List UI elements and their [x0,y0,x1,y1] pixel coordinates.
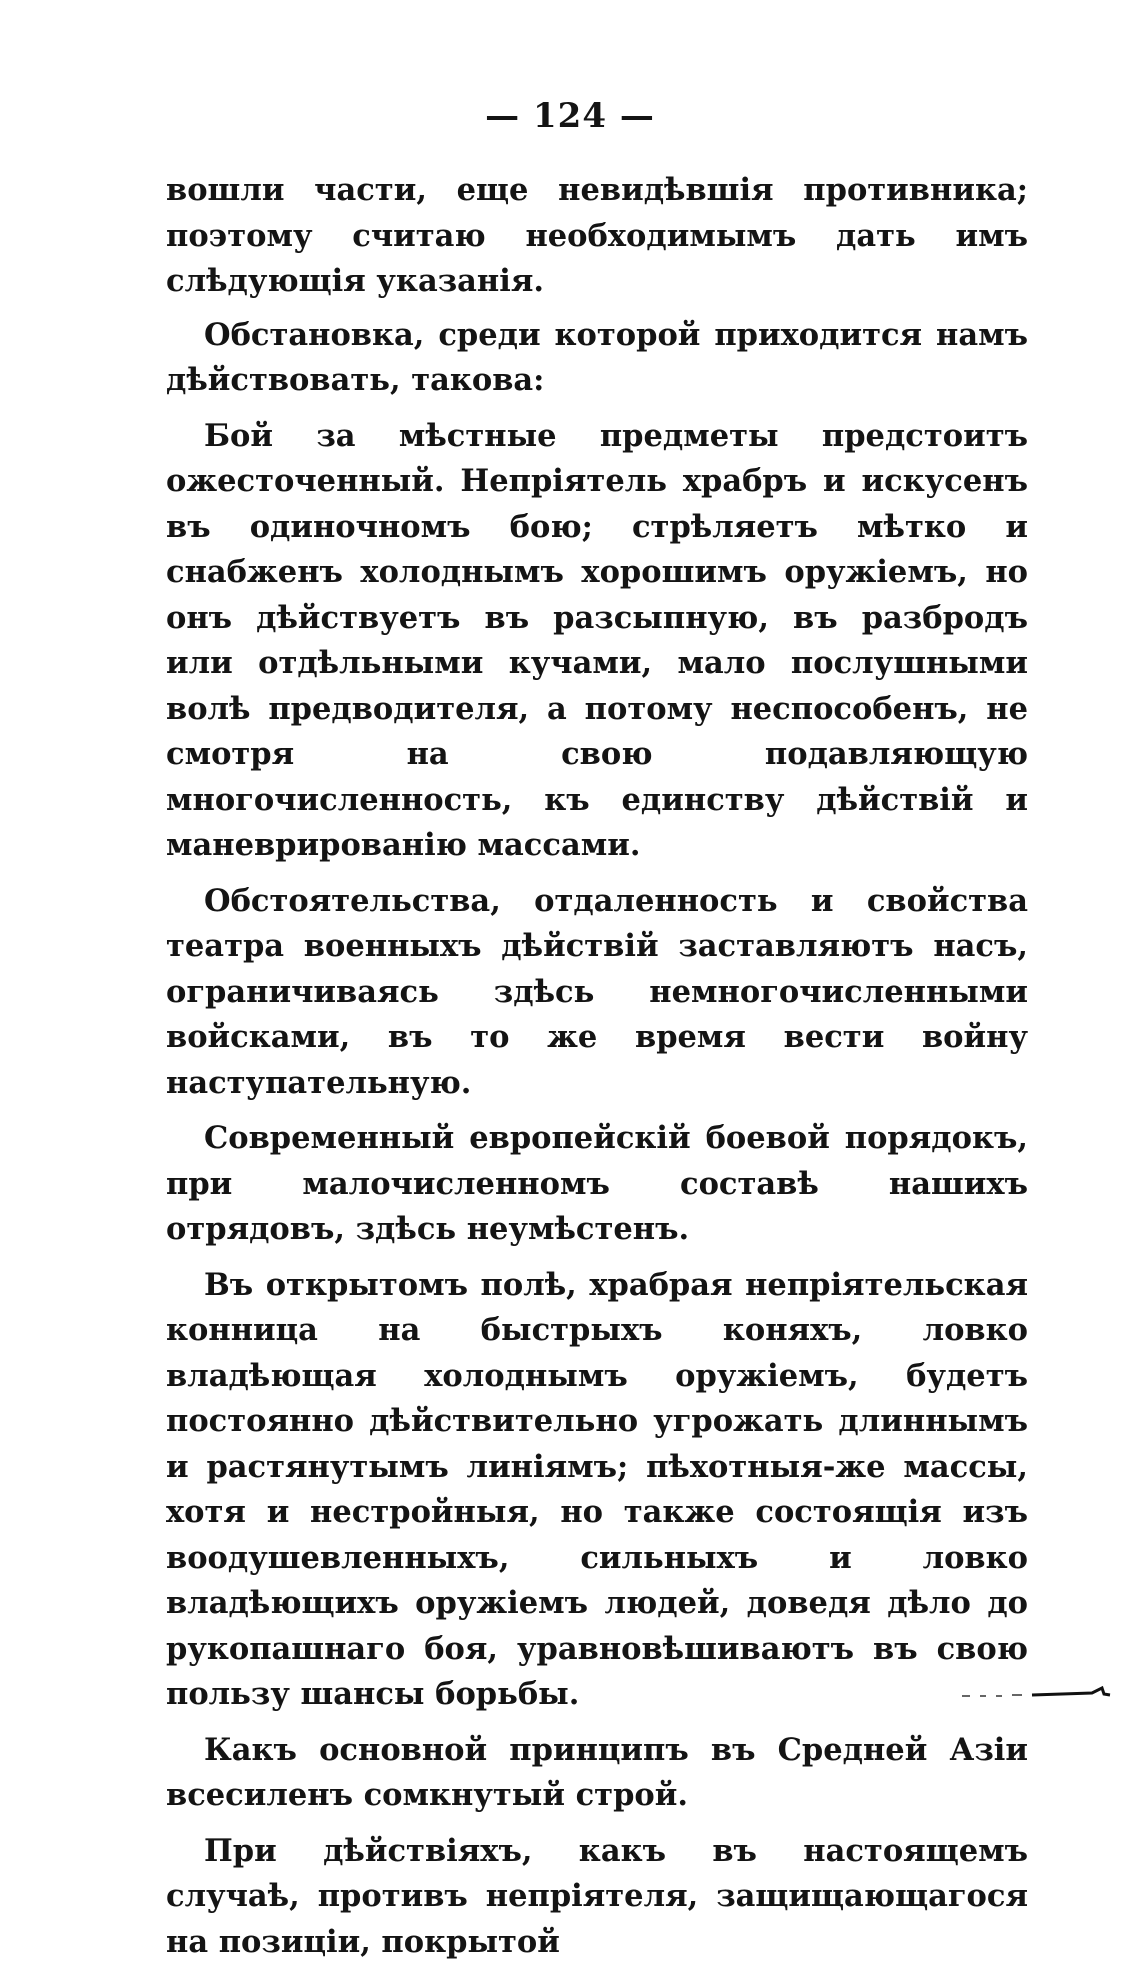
paragraph-situation: Обстановка, среди которой приходится намъ дѣйствовать, такова: [166,316,1028,398]
paragraph-principle: Какъ основной принципъ въ Средней Азіи всесиленъ сомкнутый строй. [166,1731,1028,1813]
paragraph-continuation: вошли части, еще невидѣвшія противника; поэтому считаю необходимымъ дать имъ слѣдующія указанія. [166,172,1028,299]
paragraph-open-field: Въ открытомъ полѣ, храбрая непріятельская конница на быстрыхъ коняхъ, ловко владѣющая холоднымъ оружіемъ, будетъ постоянно дѣйствительно угрожать длиннымъ и растянутымъ линіямъ; пѣхотныя-же массы, хотя и нестройныя, но также состоящія изъ воодушевленныхъ, сильныхъ и ловко владѣющихъ оружіемъ людей, доведя дѣло до рукопашнаго боя, уравновѣшиваютъ въ свою пользу шансы борьбы. [166,1266,1028,1712]
paragraph-actions: При дѣйствіяхъ, какъ въ настоящемъ случаѣ, противъ непріятеля, защищающагося на позиціи, покрытой [166,1832,1028,1960]
paragraph-enemy: Бой за мѣстные предметы предстоитъ ожесточенный. Непріятель храбръ и искусенъ въ одиночномъ бою; стрѣляетъ мѣтко и снабженъ холоднымъ хорошимъ оружіемъ, но онъ дѣйствуетъ въ разсыпную, въ разбродъ или отдѣльными кучами, мало послушными волѣ предводителя, а потому неспособенъ, не смотря на свою подавляющую многочисленность, къ единству дѣйствій и маневрированію массами. [166,417,1028,863]
paragraph-circumstances: Обстоятельства, отдаленность и свойства театра военныхъ дѣйствій заставляютъ насъ, ограничиваясь здѣсь немногочисленными войсками, въ то же время вести войну наступательную. [166,882,1028,1101]
text-body [166,168,1028,1975]
scan-mark-icon [962,1682,1112,1700]
page-number: — 124 — [485,96,655,136]
paragraph-battle-order: Современный европейскій боевой порядокъ, при малочисленномъ составѣ нашихъ отрядовъ, здѣсь неумѣстенъ. [166,1120,1028,1247]
